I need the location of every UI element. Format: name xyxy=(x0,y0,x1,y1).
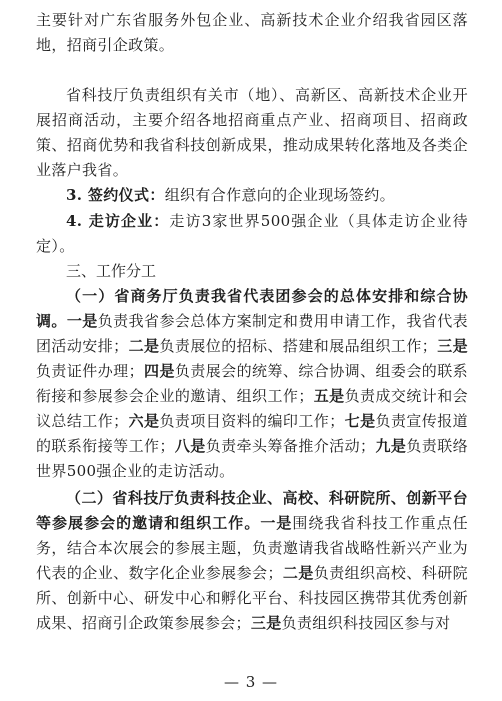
marker-9: 九是 xyxy=(375,437,407,455)
duty-9: 负责联络世界500强企业的走访活动。 xyxy=(36,437,469,480)
marker-1: 一是 xyxy=(66,312,98,330)
paragraph-1 xyxy=(36,8,468,58)
duty-3: 负责证件办理； xyxy=(36,362,144,380)
section-heading-text: 三、工作分工 xyxy=(66,262,157,280)
duty-4: 负责展会的统筹、综合协调、组委会的联系衔接和参展参会企业的邀请、组织工作； xyxy=(36,362,469,405)
paragraph-2-text: 省科技厅负责组织有关市（地）、高新区、高新技术企业开展招商活动，主要介绍各地招商重点产业、招商项目、招商政策、招商优势和我省科技创新成果，推动成果转化落地及各类企业落户我省。 xyxy=(36,86,468,179)
marker-5: 五是 xyxy=(313,387,345,405)
st-duty-1: 围绕我省科技工作重点任务，结合本次展会的参展主题，负责邀请我省战略性新兴产业为代表的企业、数字化企业参展参会； xyxy=(36,514,469,582)
section-heading xyxy=(66,259,156,284)
duty-5: 负责成交统计和会议总结工作； xyxy=(36,387,468,430)
marker-7: 七是 xyxy=(344,412,376,430)
duty-2: 负责展位的招标、搭建和展品组织工作； xyxy=(159,337,438,355)
signing-label: 3. 签约仪式： xyxy=(66,186,165,204)
st-marker-2: 二是 xyxy=(282,564,314,582)
paragraph-6 xyxy=(36,486,468,636)
st-duty-3: 负责组织科技园区参与对 xyxy=(281,614,451,632)
duty-1: 负责我省参会总体方案制定和费用申请工作，我省代表团活动安排； xyxy=(36,312,469,355)
st-marker-3: 三是 xyxy=(250,614,282,632)
paragraph-1-text: 主要针对广东省服务外包企业、高新技术企业介绍我省园区落地，招商引企政策。 xyxy=(36,11,468,54)
marker-8: 八是 xyxy=(174,437,206,455)
paragraph-4 xyxy=(36,209,468,259)
visit-text: 走访3家世界500强企业（具体走访企业待定）。 xyxy=(36,212,468,255)
paragraph-5 xyxy=(36,284,468,484)
marker-3: 三是 xyxy=(437,337,469,355)
duty-7: 负责宣传报道的联系衔接等工作； xyxy=(36,412,469,455)
visit-label: 4. 走访企业： xyxy=(66,212,170,230)
signing-text: 组织有合作意向的企业现场签约。 xyxy=(164,186,395,204)
st-duty-2: 负责组织高校、科研院所、创新中心、研发中心和孵化平台、科技园区携带其优秀创新成果、招商引企政策参展参会； xyxy=(36,564,468,632)
marker-4: 四是 xyxy=(143,362,175,380)
marker-2: 二是 xyxy=(128,337,160,355)
paragraph-2 xyxy=(36,83,468,183)
st-marker-1: 一是 xyxy=(260,514,293,532)
duty-8: 负责牵头筹备推介活动； xyxy=(205,437,376,455)
paragraph-3 xyxy=(36,183,468,208)
commerce-dept-lead: （一）省商务厅负责我省代表团参会的总体安排和综合协调。 xyxy=(36,287,468,330)
marker-6: 六是 xyxy=(128,412,160,430)
page-number: — 3 — xyxy=(223,673,279,691)
duty-6: 负责项目资料的编印工作； xyxy=(159,412,345,430)
sci-tech-dept-lead: （二）省科技厅负责科技企业、高校、科研院所、创新平台等参展参会的邀请和组织工作。 xyxy=(36,489,468,532)
